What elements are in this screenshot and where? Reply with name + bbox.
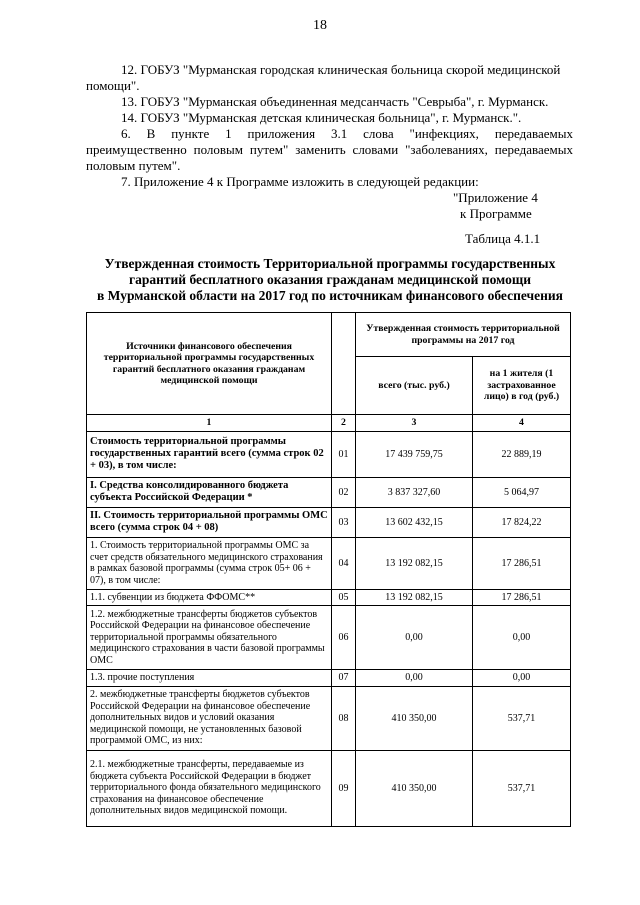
header-source: Источники финансового обеспечения территориальной программы государственных гарантий бесплатного оказания гражданам медицинской помощи bbox=[87, 313, 332, 415]
table-row bbox=[87, 507, 571, 537]
row-label: 1.3. прочие поступления bbox=[87, 670, 332, 687]
row-label: I. Средства консолидированного бюджета субъекта Российской Федерации * bbox=[87, 477, 332, 507]
row-per-person: 537,71 bbox=[473, 686, 571, 750]
row-label: 2. межбюджетные трансферты бюджетов субъектов Российской Федерации на финансовое обеспечение дополнительных видов и условий оказания медицинской помощи, не установленных базовой программой ОМС, из них: bbox=[87, 686, 332, 750]
header-per-person: на 1 жителя (1 застрахованное лицо) в год (руб.) bbox=[473, 357, 571, 415]
row-per-person: 537,71 bbox=[473, 750, 571, 826]
appendix-ref-line1: "Приложение 4 bbox=[453, 190, 538, 205]
row-code: 06 bbox=[332, 606, 356, 670]
row-code: 09 bbox=[332, 750, 356, 826]
table-row bbox=[87, 670, 571, 687]
row-per-person: 17 286,51 bbox=[473, 537, 571, 589]
row-total: 410 350,00 bbox=[356, 686, 473, 750]
table-row bbox=[87, 686, 571, 750]
para-12-line1: 12. ГОБУЗ "Мурманская городская клиническая больница скорой медицинской bbox=[121, 62, 561, 77]
table-label: Таблица 4.1.1 bbox=[465, 231, 541, 246]
col-number-1: 1 bbox=[87, 415, 332, 432]
row-per-person: 0,00 bbox=[473, 670, 571, 687]
row-per-person: 5 064,97 bbox=[473, 477, 571, 507]
page-number: 18 bbox=[313, 18, 327, 33]
table-row bbox=[87, 750, 571, 826]
row-per-person: 17 286,51 bbox=[473, 589, 571, 606]
header-code-empty bbox=[332, 313, 356, 415]
table-row bbox=[87, 537, 571, 589]
row-per-person: 0,00 bbox=[473, 606, 571, 670]
row-code: 05 bbox=[332, 589, 356, 606]
para-6-line2: преимущественно половым путем" заменить словами "заболеваниях, передаваемых bbox=[86, 142, 573, 157]
table-row bbox=[87, 477, 571, 507]
col-number-2: 2 bbox=[332, 415, 356, 432]
row-total: 410 350,00 bbox=[356, 750, 473, 826]
row-code: 04 bbox=[332, 537, 356, 589]
row-total: 0,00 bbox=[356, 670, 473, 687]
row-label: 1.1. субвенции из бюджета ФФОМС** bbox=[87, 589, 332, 606]
para-6-line1: 6. В пункте 1 приложения 3.1 слова "инфекциях, передаваемых bbox=[121, 126, 573, 141]
table-row bbox=[87, 431, 571, 477]
col-number-4: 4 bbox=[473, 415, 571, 432]
table-row bbox=[87, 606, 571, 670]
table-row bbox=[87, 589, 571, 606]
row-total: 3 837 327,60 bbox=[356, 477, 473, 507]
col-number-3: 3 bbox=[356, 415, 473, 432]
para-13: 13. ГОБУЗ "Мурманская объединенная медсанчасть "Севрыба", г. Мурманск. bbox=[121, 94, 549, 109]
row-total: 13 192 082,15 bbox=[356, 589, 473, 606]
para-7: 7. Приложение 4 к Программе изложить в следующей редакции: bbox=[121, 174, 479, 189]
row-code: 02 bbox=[332, 477, 356, 507]
row-label: 1.2. межбюджетные трансферты бюджетов субъектов Российской Федерации на финансовое обеспечение территориальной программы обязательного медицинского страхования в части базовой программы ОМС bbox=[87, 606, 332, 670]
header-total: всего (тыс. руб.) bbox=[356, 357, 473, 415]
row-label: Стоимость территориальной программы государственных гарантий всего (сумма строк 02 + 03), в том числе: bbox=[87, 431, 332, 477]
para-12-line2: помощи". bbox=[86, 78, 140, 93]
row-total: 17 439 759,75 bbox=[356, 431, 473, 477]
row-code: 07 bbox=[332, 670, 356, 687]
row-per-person: 22 889,19 bbox=[473, 431, 571, 477]
title-line1: Утвержденная стоимость Территориальной программы государственных bbox=[104, 256, 556, 271]
header-group: Утвержденная стоимость территориальной программы на 2017 год bbox=[356, 313, 571, 357]
row-code: 01 bbox=[332, 431, 356, 477]
row-total: 13 602 432,15 bbox=[356, 507, 473, 537]
row-code: 03 bbox=[332, 507, 356, 537]
para-6-line3: половым путем". bbox=[86, 158, 181, 173]
appendix-ref-line2: к Программе bbox=[460, 206, 532, 221]
row-total: 13 192 082,15 bbox=[356, 537, 473, 589]
title-line3: в Мурманской области на 2017 год по источникам финансового обеспечения bbox=[97, 288, 563, 303]
row-per-person: 17 824,22 bbox=[473, 507, 571, 537]
para-14: 14. ГОБУЗ "Мурманская детская клиническая больница", г. Мурманск.". bbox=[121, 110, 522, 125]
financing-table bbox=[86, 312, 571, 827]
row-code: 08 bbox=[332, 686, 356, 750]
title-line2: гарантий бесплатного оказания гражданам медицинской помощи bbox=[128, 272, 532, 287]
row-total: 0,00 bbox=[356, 606, 473, 670]
row-label: 1. Стоимость территориальной программы ОМС за счет средств обязательного медицинского страхования в рамках базовой программы (сумма строк 05+ 06 + 07), в том числе: bbox=[87, 537, 332, 589]
row-label: II. Стоимость территориальной программы ОМС всего (сумма строк 04 + 08) bbox=[87, 507, 332, 537]
row-label: 2.1. межбюджетные трансферты, передаваемые из бюджета субъекта Российской Федерации в бюджет территориального фонда обязательного медицинского страхования на финансовое обеспечение дополнительных видов медицинской помощи. bbox=[87, 750, 332, 826]
